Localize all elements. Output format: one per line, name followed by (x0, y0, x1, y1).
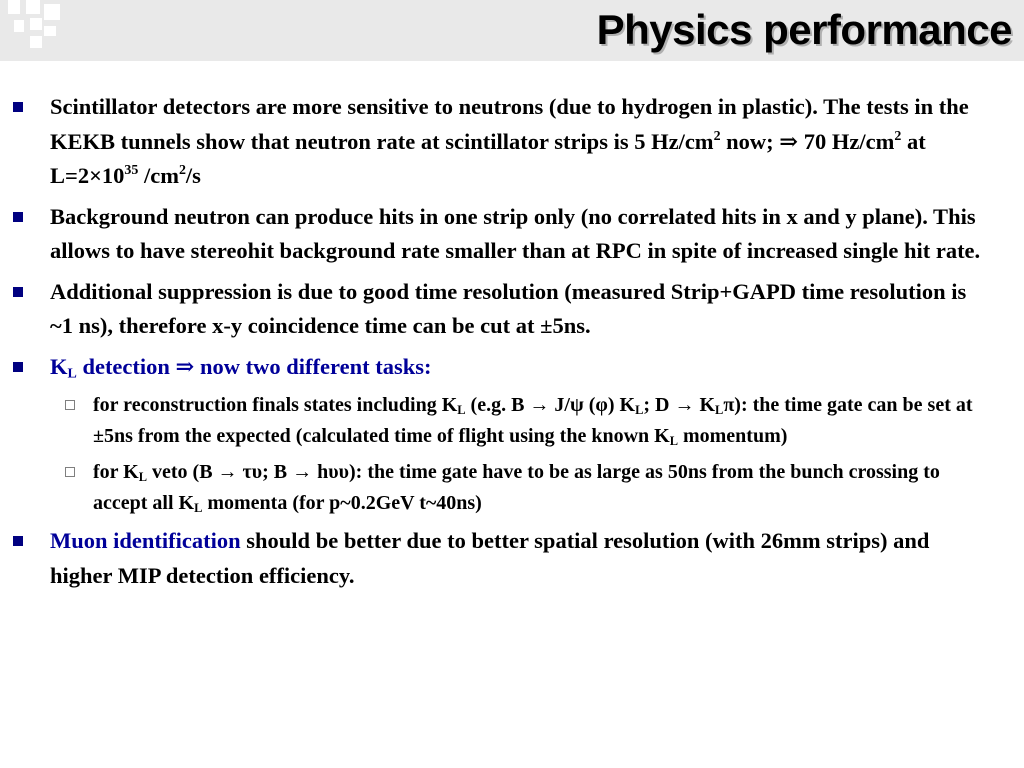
decorative-square (44, 4, 60, 20)
bullet-item: Scintillator detectors are more sensitive to neutrons (due to hydrogen in plastic). The tests in the KEKB tunnels show that neutron rate at scintillator strips is 5 $Hz/cm^2$ now; ⇒ 70 $Hz/cm^2$ at $L=2\times 10^{35}$ $/cm^2/s$ (0, 90, 1024, 194)
bullet-item: Background neutron can produce hits in one strip only (no correlated hits in x and y plane). This allows to have stereohit background rate smaller than at RPC in spite of increased single hit rate. (0, 200, 1024, 269)
bullet-item: Muon identification should be better due to better spatial resolution (with 26mm strips) and higher MIP detection efficiency. (0, 524, 1024, 593)
bullet-item: $K_L$ detection ⇒ now two different tasks: (0, 350, 1024, 385)
implies-arrow-icon: ⇒ (175, 353, 195, 379)
square-bullet-icon (13, 362, 23, 372)
decorative-square (30, 18, 42, 30)
sub-bullet-item: for reconstruction finals states including $K_L$ (e.g. B → J/ψ (φ) $K_L$; $D \to K_L\pi$): the time gate can be set at ±5ns from the expected (calculated time of flight using the known $K_L$ momentum) (0, 390, 1024, 451)
hollow-square-bullet-icon (65, 400, 75, 410)
decorative-square (14, 20, 24, 32)
square-bullet-icon (13, 287, 23, 297)
hollow-square-bullet-icon (65, 467, 75, 477)
muon-identification-label: Muon identification (50, 528, 241, 553)
implies-arrow-icon: ⇒ (779, 128, 799, 154)
square-bullet-icon (13, 536, 23, 546)
slide-title: Physics performance (596, 6, 1012, 53)
sub-bullet-item: for $K_L$ veto (B → τυ; B → hυυ): the time gate have to be as large as 50ns from the bunch crossing to accept all $K_L$ momenta (for p~0.2GeV t~40ns) (0, 457, 1024, 518)
decorative-square (30, 36, 42, 48)
decorative-square (8, 0, 20, 14)
square-bullet-icon (13, 212, 23, 222)
square-bullet-icon (13, 102, 23, 112)
slide-content (0, 90, 1024, 599)
bullet-item: Additional suppression is due to good time resolution (measured Strip+GAPD time resolution is ~1 ns), therefore x-y coincidence time can be cut at ±5ns. (0, 275, 1024, 344)
header-bar (0, 0, 1024, 61)
decorative-square (44, 26, 56, 36)
decorative-square (26, 0, 40, 14)
